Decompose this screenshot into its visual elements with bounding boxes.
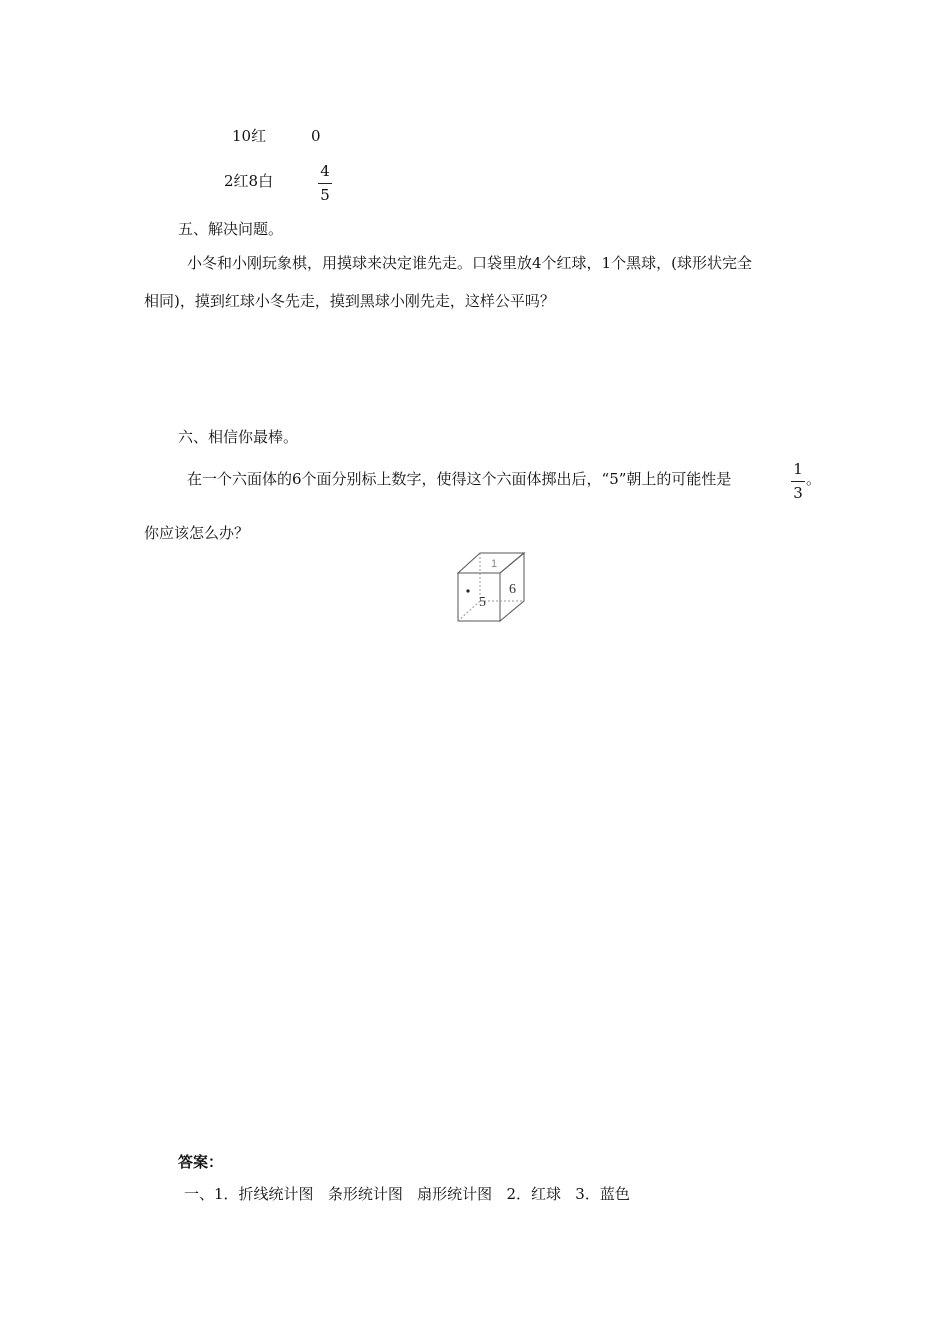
section5-paragraph-line1: 小冬和小刚玩象棋，用摸球来决定谁先走。口袋里放4个红球，1个黑球，(球形状完全	[187, 254, 752, 272]
fraction-numerator: 4	[320, 162, 330, 180]
cube-label-top: 1	[491, 558, 498, 570]
cube-label-front: 5	[479, 595, 486, 610]
table-row-1-probability: 0	[311, 127, 321, 145]
table-row-1-combo: 10红	[232, 127, 267, 145]
fraction-bar	[791, 481, 805, 482]
section6-paragraph-line1: 在一个六面体的6个面分别标上数字，使得这个六面体掷出后，“5”朝上的可能性是	[187, 470, 732, 488]
table-row-2-combo: 2红8白	[224, 172, 274, 190]
table-row-2-probability-fraction	[318, 164, 332, 203]
section5-paragraph-line2: 相同)，摸到红球小冬先走，摸到黑球小刚先走，这样公平吗？	[144, 292, 555, 310]
answers-heading: 答案：	[178, 1153, 224, 1171]
section6-paragraph-line2: 你应该怎么办？	[144, 524, 250, 542]
cube-hidden-edge	[458, 601, 480, 621]
cube-label-right: 6	[509, 582, 516, 597]
fraction-denominator: 3	[793, 484, 803, 502]
fraction-numerator: 1	[793, 460, 803, 478]
cube-dot	[466, 589, 469, 592]
cube-figure	[454, 551, 534, 625]
fraction-bar	[318, 183, 332, 184]
section5-heading: 五、解决问题。	[178, 220, 284, 238]
fraction-denominator: 5	[320, 186, 330, 204]
section6-line1-end: 。	[806, 470, 822, 488]
section6-heading: 六、相信你最棒。	[178, 428, 299, 446]
section6-probability-fraction	[791, 462, 805, 501]
answers-line1: 一、1．折线统计图 条形统计图 扇形统计图 2．红球 3．蓝色	[184, 1185, 630, 1203]
